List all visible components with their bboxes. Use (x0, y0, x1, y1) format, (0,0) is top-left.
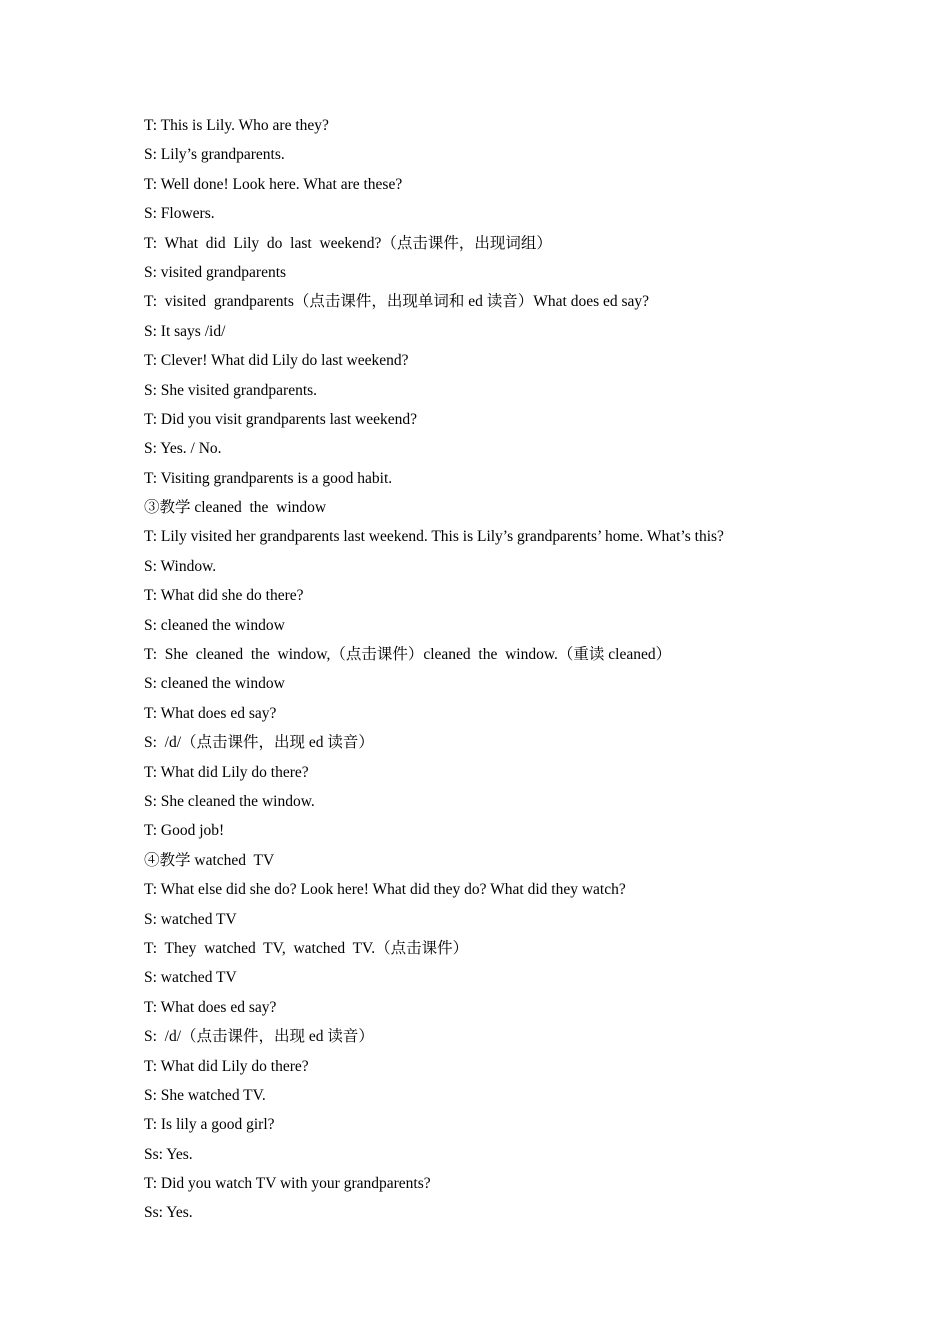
section-heading: ③教学 cleaned the window (144, 499, 327, 517)
text-line: T: Lily visited her grandparents last weekend. This is Lily’s grandparents’ home. What’s this? (144, 528, 724, 546)
text-line: T: Did you watch TV with your grandparents? (144, 1175, 431, 1193)
text-line: T: What does ed say? (144, 704, 277, 722)
text-line: S: She cleaned the window. (144, 792, 315, 810)
text-line: T: What did she do there? (144, 587, 304, 605)
text-line: T: Clever! What did Lily do last weekend? (144, 352, 409, 370)
text-line: T: Did you visit grandparents last weekend? (144, 410, 417, 428)
dialogue-text (144, 113, 864, 1230)
section-heading: ④教学 watched TV (144, 851, 275, 869)
text-line: S: watched TV (144, 910, 237, 928)
text-line: T: What did Lily do last weekend?（点击课件，出现词组） (144, 234, 552, 252)
text-line: S: /d/（点击课件，出现 ed 读音） (144, 1028, 374, 1046)
text-line: S: Yes. / No. (144, 440, 222, 458)
text-line: S: Window. (144, 557, 217, 575)
text-line: T: Is lily a good girl? (144, 1116, 275, 1134)
text-line: S: cleaned the window (144, 616, 285, 634)
text-line: T: They watched TV, watched TV.（点击课件） (144, 939, 469, 957)
text-line: S: Lily’s grandparents. (144, 146, 285, 164)
text-line: S: visited grandparents (144, 263, 287, 281)
text-line: S: It says /id/ (144, 322, 226, 340)
text-line: T: What does ed say? (144, 998, 277, 1016)
text-line: Ss: Yes. (144, 1145, 193, 1163)
text-line: T: This is Lily. Who are they? (144, 117, 329, 134)
text-line: T: Visiting grandparents is a good habit. (144, 469, 393, 487)
text-line: S: /d/（点击课件，出现 ed 读音） (144, 734, 374, 752)
text-line: S: cleaned the window (144, 675, 285, 693)
text-line: Ss: Yes. (144, 1204, 193, 1222)
text-line: S: Flowers. (144, 205, 215, 223)
text-line: S: She visited grandparents. (144, 381, 318, 399)
text-line: T: Well done! Look here. What are these? (144, 175, 403, 193)
text-line: T: Good job! (144, 822, 225, 840)
text-line: T: What did Lily do there? (144, 1057, 309, 1075)
text-line: T: What did Lily do there? (144, 763, 309, 781)
text-line: S: watched TV (144, 969, 237, 987)
text-line: T: visited grandparents（点击课件，出现单词和 ed 读音）What does ed say? (144, 293, 650, 311)
text-line: S: She watched TV. (144, 1086, 266, 1104)
text-line: T: What else did she do? Look here! What did they do? What did they watch? (144, 881, 626, 899)
text-line: T: She cleaned the window,（点击课件）cleaned the window.（重读 cleaned） (144, 646, 672, 664)
